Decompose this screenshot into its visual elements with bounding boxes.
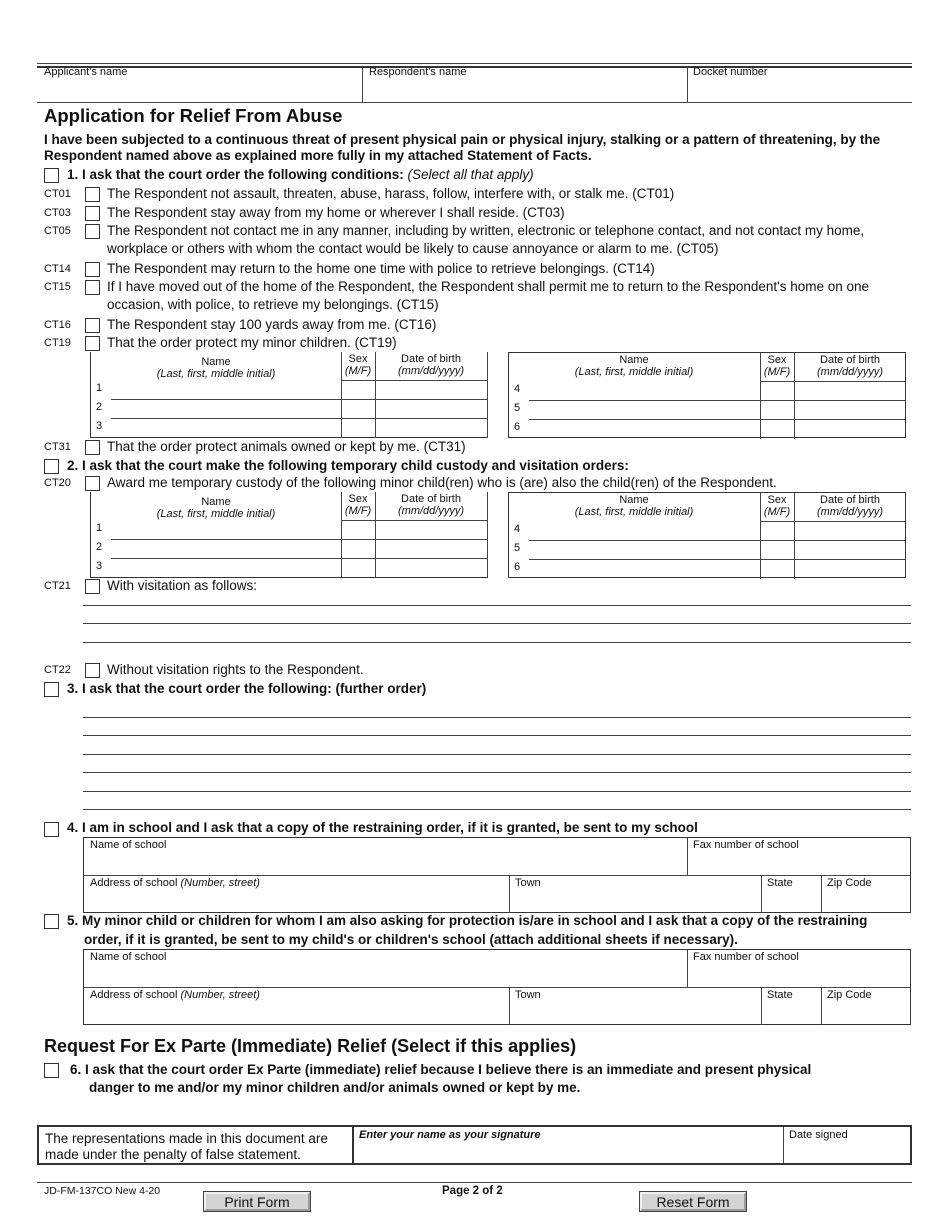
row-number: 5: [514, 402, 521, 414]
ct21-checkbox[interactable]: [85, 579, 100, 594]
section-5-heading-cont: order, if it is granted, be sent to my child's or children's school (attach additional sheets if necessary).: [84, 932, 738, 947]
row-number: 4: [514, 383, 521, 395]
code-ct31: CT31: [44, 441, 71, 453]
ct19-children-table-left: [90, 352, 487, 438]
code-ct16: CT16: [44, 319, 71, 331]
signature-field[interactable]: [359, 1143, 777, 1161]
code-ct22: CT22: [44, 664, 71, 676]
visitation-line[interactable]: [83, 605, 911, 606]
docket-number-label: Docket number: [693, 66, 768, 78]
sex-header: Sex: [767, 494, 787, 506]
ct31-text: That the order protect animals owned or kept by me. (CT31): [107, 439, 466, 454]
dob-subheader: (mm/dd/yyyy): [398, 365, 464, 377]
dob-subheader: (mm/dd/yyyy): [817, 366, 883, 378]
school-address-sub: (Number, street): [180, 877, 260, 889]
ex-parte-item-cont: danger to me and/or my minor children and/or animals owned or kept by me.: [89, 1080, 581, 1095]
child-school-info-box: [83, 949, 911, 1025]
school-address-label: Address of school: [90, 989, 178, 1001]
dob-header: Date of birth: [401, 353, 461, 365]
school-state-label: State: [767, 989, 793, 1001]
section-3-heading: 3. I ask that the court order the following: (further order): [67, 681, 427, 696]
ct05-checkbox[interactable]: [85, 224, 100, 239]
ct01-checkbox[interactable]: [85, 187, 100, 202]
school-town-label: Town: [515, 877, 541, 889]
sex-subheader: (M/F): [344, 365, 372, 377]
ct14-checkbox[interactable]: [85, 262, 100, 277]
ct19-checkbox[interactable]: [85, 336, 100, 351]
school-zip-label: Zip Code: [827, 877, 872, 889]
further-order-line[interactable]: [83, 735, 911, 736]
section-4-checkbox[interactable]: [44, 822, 59, 837]
ct03-text: The Respondent stay away from my home or wherever I shall reside. (CT03): [107, 205, 565, 220]
school-info-box: [83, 837, 911, 913]
respondent-name-label: Respondent's name: [369, 66, 467, 78]
name-header: Name: [201, 496, 231, 508]
section-4-heading: 4. I am in school and I ask that a copy of the restraining order, if it is granted, be sent to my school: [67, 820, 698, 835]
school-name-label: Name of school: [90, 951, 167, 963]
school-address-label: Address of school: [90, 877, 178, 889]
ct16-text: The Respondent stay 100 yards away from me. (CT16): [107, 317, 437, 332]
row-number: 6: [514, 561, 521, 573]
sex-subheader: (M/F): [763, 506, 791, 518]
ex-parte-checkbox[interactable]: [44, 1063, 59, 1078]
dob-header: Date of birth: [820, 494, 880, 506]
signature-label: Enter your name as your signature: [359, 1129, 541, 1141]
dob-header: Date of birth: [820, 354, 880, 366]
sex-header: Sex: [348, 353, 368, 365]
code-ct03: CT03: [44, 207, 71, 219]
ct20-checkbox[interactable]: [85, 476, 100, 491]
school-fax-label: Fax number of school: [693, 951, 799, 963]
dob-subheader: (mm/dd/yyyy): [398, 505, 464, 517]
section-5-checkbox[interactable]: [44, 914, 59, 929]
date-signed-field[interactable]: [789, 1143, 907, 1161]
ct19-text: That the order protect my minor children. (CT19): [107, 335, 397, 350]
name-subheader: (Last, first, middle initial): [156, 508, 276, 520]
name-header: Name: [619, 494, 649, 506]
code-ct19: CT19: [44, 337, 71, 349]
code-ct21: CT21: [44, 580, 71, 592]
school-state-label: State: [767, 877, 793, 889]
code-ct20: CT20: [44, 477, 71, 489]
ct05-text-cont: workplace or others with whom the contact would be likely to cause annoyance or alarm to me. (CT05): [107, 241, 719, 256]
sex-header: Sex: [348, 493, 368, 505]
section-1-heading-row: [67, 167, 534, 182]
ct31-checkbox[interactable]: [85, 440, 100, 455]
sex-subheader: (M/F): [763, 366, 791, 378]
sex-header: Sex: [767, 354, 787, 366]
ct15-text: If I have moved out of the home of the Respondent, the Respondent shall permit me to return to the Respondent's home on one: [107, 279, 870, 294]
name-header: Name: [619, 354, 649, 366]
ct20-text: Award me temporary custody of the following minor child(ren) who is (are) also the child(ren) of the Respondent.: [107, 475, 777, 490]
date-signed-label: Date signed: [789, 1129, 848, 1141]
school-name-label: Name of school: [90, 839, 167, 851]
ct15-checkbox[interactable]: [85, 280, 100, 295]
page-number: Page 2 of 2: [442, 1185, 503, 1197]
penalty-statement-cont: made under the penalty of false statement.: [45, 1147, 301, 1162]
row-number: 2: [96, 401, 103, 413]
ct03-checkbox[interactable]: [85, 206, 100, 221]
ct01-text: The Respondent not assault, threaten, abuse, harass, follow, interfere with, or stalk me. (CT01): [107, 186, 675, 201]
further-order-line[interactable]: [83, 754, 911, 755]
section-1-heading: 1. I ask that the court order the following conditions:: [67, 167, 404, 182]
row-number: 2: [96, 541, 103, 553]
ct05-text: The Respondent not contact me in any manner, including by written, electronic or telephone contact, and not contact my home,: [107, 223, 865, 238]
ex-parte-title: Request For Ex Parte (Immediate) Relief (Select if this applies): [44, 1036, 577, 1056]
ct22-checkbox[interactable]: [85, 663, 100, 678]
ct19-children-table-right: [508, 352, 906, 438]
ct16-checkbox[interactable]: [85, 318, 100, 333]
visitation-line[interactable]: [83, 623, 911, 624]
code-ct14: CT14: [44, 263, 71, 275]
row-number: 1: [96, 382, 103, 394]
signature-box: [37, 1125, 912, 1165]
name-header: Name: [201, 356, 231, 368]
row-number: 3: [96, 560, 103, 572]
section-5-heading: 5. My minor child or children for whom I am also asking for protection is/are in school and I ask that a copy of the restraining: [67, 913, 868, 928]
docket-number-field[interactable]: [693, 80, 908, 100]
applicant-name-field[interactable]: [44, 80, 356, 100]
section-3-checkbox[interactable]: [44, 682, 59, 697]
row-number: 3: [96, 420, 103, 432]
page-title: Application for Relief From Abuse: [44, 105, 343, 126]
further-order-line[interactable]: [83, 809, 911, 810]
intro-statement: I have been subjected to a continuous threat of present physical pain or physical injury, stalking or a pattern of threatening, by the Respondent named above as explained more fully in my attached Statement of Facts.: [44, 132, 881, 163]
row-number: 4: [514, 523, 521, 535]
section-2-heading: 2. I ask that the court make the following temporary child custody and visitation orders:: [67, 458, 629, 473]
print-form-button[interactable]: Print Form: [204, 1192, 310, 1211]
ct20-children-table-right: [508, 492, 906, 578]
form-id: JD-FM-137CO New 4-20: [44, 1185, 161, 1197]
section-1-note: (Select all that apply): [407, 167, 534, 182]
code-ct15: CT15: [44, 281, 71, 293]
name-subheader: (Last, first, middle initial): [156, 368, 276, 380]
further-order-line[interactable]: [83, 791, 911, 792]
code-ct01: CT01: [44, 188, 71, 200]
penalty-statement: The representations made in this document are: [45, 1131, 328, 1146]
school-zip-label: Zip Code: [827, 989, 872, 1001]
name-subheader: (Last, first, middle initial): [574, 366, 694, 378]
school-fax-label: Fax number of school: [693, 839, 799, 851]
row-number: 6: [514, 421, 521, 433]
row-number: 5: [514, 542, 521, 554]
applicant-name-label: Applicant's name: [44, 66, 128, 78]
school-address-sub: (Number, street): [180, 989, 260, 1001]
reset-form-button[interactable]: Reset Form: [640, 1192, 746, 1211]
section-1-checkbox[interactable]: [44, 168, 59, 183]
ct15-text-cont: occasion, with police, to retrieve my belongings. (CT15): [107, 297, 439, 312]
name-subheader: (Last, first, middle initial): [574, 506, 694, 518]
ct14-text: The Respondent may return to the home one time with police to retrieve belongings. (CT14): [107, 261, 655, 276]
dob-header: Date of birth: [401, 493, 461, 505]
dob-subheader: (mm/dd/yyyy): [817, 506, 883, 518]
further-order-line[interactable]: [83, 772, 911, 773]
code-ct05: CT05: [44, 225, 71, 237]
ct22-text: Without visitation rights to the Respondent.: [107, 662, 364, 677]
ex-parte-item: 6. I ask that the court order Ex Parte (immediate) relief because I believe there is an immediate and present physical: [70, 1062, 812, 1077]
respondent-name-field[interactable]: [369, 80, 681, 100]
school-town-label: Town: [515, 989, 541, 1001]
ct20-children-table-left: [90, 492, 487, 578]
section-2-checkbox[interactable]: [44, 459, 59, 474]
sex-subheader: (M/F): [344, 505, 372, 517]
ct21-text: With visitation as follows:: [107, 578, 258, 593]
further-order-line[interactable]: [83, 717, 911, 718]
row-number: 1: [96, 522, 103, 534]
visitation-line[interactable]: [83, 642, 911, 643]
